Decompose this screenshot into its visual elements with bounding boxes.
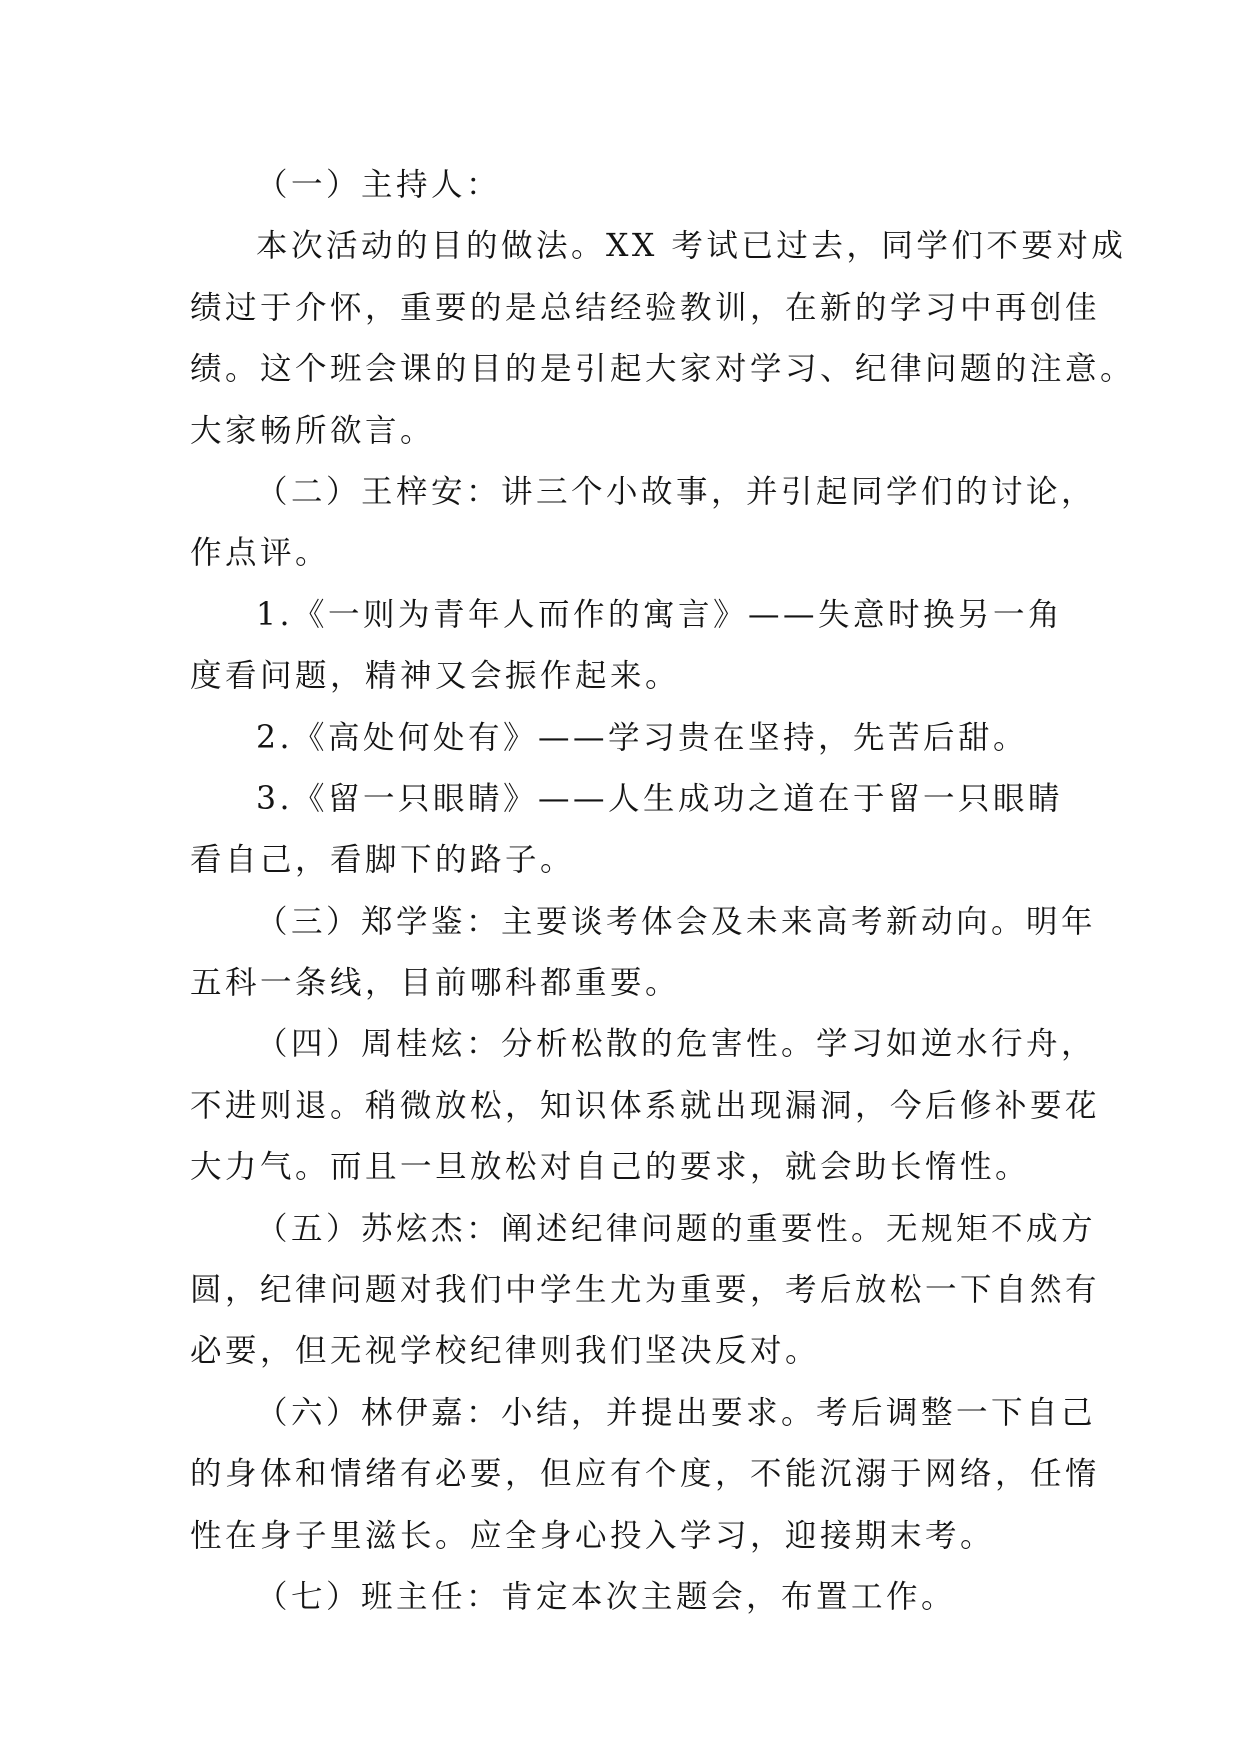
paragraph-line: 不进则退。稍微放松，知识体系就出现漏洞，今后修补要花 (190, 1087, 1101, 1124)
paragraph-line: 大力气。而且一旦放松对自己的要求，就会助长惰性。 (190, 1149, 1031, 1186)
section-heading-wang: （二）王梓安：讲三个小故事，并引起同学们的讨论， (256, 473, 1097, 510)
paragraph-line: 的身体和情绪有必要，但应有个度，不能沉溺于网络，任惰 (190, 1456, 1101, 1493)
paragraph-line: 圆，纪律问题对我们中学生尤为重要，考后放松一下自然有 (190, 1272, 1101, 1309)
paragraph-line: 必要，但无视学校纪律则我们坚决反对。 (190, 1333, 821, 1370)
paragraph-line: 性在身子里滋长。应全身心投入学习，迎接期末考。 (190, 1517, 996, 1554)
paragraph-line: 看自己，看脚下的路子。 (190, 842, 576, 879)
paragraph-line: 本次活动的目的做法。XX 考试已过去，同学们不要对成 (256, 228, 1127, 265)
paragraph-line: 绩过于介怀，重要的是总结经验教训，在新的学习中再创佳 (190, 289, 1101, 326)
section-heading-host: （一）主持人： (256, 167, 502, 203)
document-body (190, 155, 1136, 1628)
section-heading-lin: （六）林伊嘉：小结，并提出要求。考后调整一下自己 (256, 1394, 1097, 1431)
paragraph-line: 大家畅所欲言。 (190, 412, 436, 449)
paragraph-line: 作点评。 (190, 535, 331, 572)
story-item-1: 1.《一则为青年人而作的寓言》——失意时换另一角 (256, 596, 1064, 633)
paragraph-line: 绩。这个班会课的目的是引起大家对学习、纪律问题的注意。 (190, 351, 1136, 388)
section-heading-teacher: （七）班主任：肯定本次主题会，布置工作。 (256, 1578, 957, 1615)
story-item-2: 2.《高处何处有》——学习贵在坚持，先苦后甜。 (256, 719, 1029, 756)
section-heading-zheng: （三）郑学鉴：主要谈考体会及未来高考新动向。明年 (256, 903, 1097, 940)
story-item-3: 3.《留一只眼睛》——人生成功之道在于留一只眼睛 (256, 780, 1064, 817)
paragraph-line: 度看问题，精神又会振作起来。 (190, 658, 681, 695)
paragraph-line: 五科一条线，目前哪科都重要。 (190, 965, 681, 1002)
section-heading-zhou: （四）周桂炫：分析松散的危害性。学习如逆水行舟， (256, 1026, 1097, 1063)
section-heading-su: （五）苏炫杰：阐述纪律问题的重要性。无规矩不成方 (256, 1210, 1097, 1247)
